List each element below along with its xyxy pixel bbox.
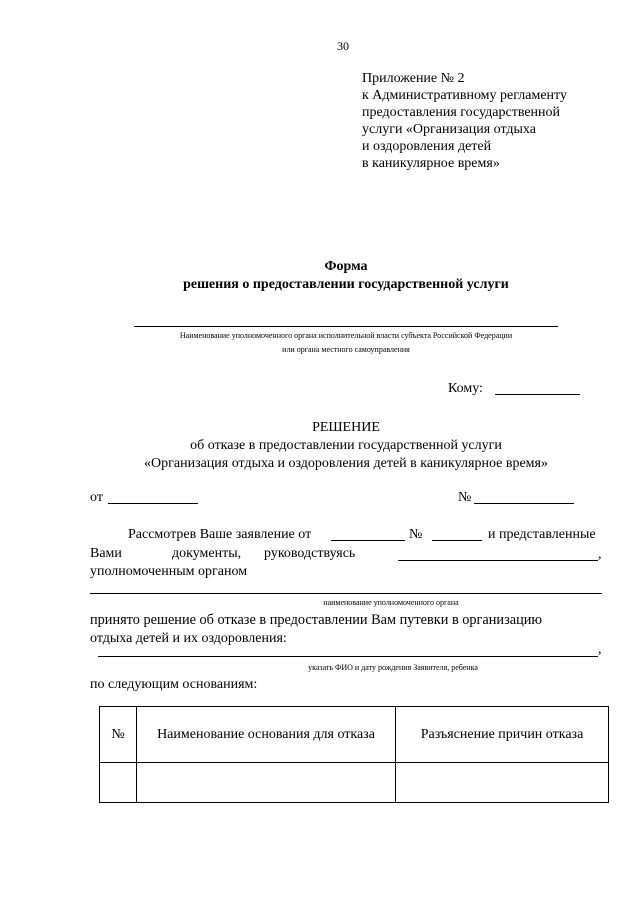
decision-title: РЕШЕНИЕ — [312, 420, 380, 435]
page-number: 30 — [337, 39, 349, 53]
number-sign: № — [409, 527, 423, 542]
table-cell[interactable] — [137, 763, 396, 803]
authority-caption: Наименование уполномоченного органа исполнительной власти субъекта Российской Федерации — [179, 331, 513, 340]
column-header-explanation: Разъяснение причин отказа — [396, 707, 609, 763]
annex-line: услуги «Организация отдыха — [362, 122, 536, 137]
annex-line: Приложение № 2 — [362, 71, 465, 86]
applicant-caption: указать ФИО и дату рождения Заявителя, ребенка — [308, 663, 478, 672]
applicant-line[interactable] — [98, 656, 598, 657]
to-field[interactable] — [495, 394, 580, 395]
annex-line: в каникулярное время» — [362, 156, 500, 171]
body-text: Вами — [90, 546, 122, 561]
form-title: Форма — [324, 259, 368, 274]
to-label: Кому: — [448, 381, 483, 396]
body-text: принято решение об отказе в предоставлении Вам путевки в организацию — [90, 612, 543, 628]
body-text: отдыха детей и их оздоровления: — [90, 631, 287, 646]
application-number-field[interactable] — [432, 540, 482, 541]
body-text: и представленные — [488, 527, 596, 542]
annex-line: к Административному регламенту — [362, 88, 567, 103]
form-subtitle: решения о предоставлении государственной услуги — [183, 277, 509, 292]
table-header-row — [100, 707, 609, 763]
comma: , — [598, 642, 602, 657]
authority-line — [134, 326, 558, 327]
authority-caption-2: или органа местного самоуправления — [282, 345, 410, 354]
refusal-reasons-table — [99, 706, 609, 803]
column-header-number: № — [100, 707, 137, 763]
body-text: Рассмотрев Ваше заявление от — [128, 527, 312, 542]
table-row — [100, 763, 609, 803]
comma: , — [598, 547, 602, 562]
decision-service-name: «Организация отдыха и оздоровления детей в каникулярное время» — [144, 456, 548, 471]
number-field[interactable] — [474, 503, 574, 504]
table-cell[interactable] — [396, 763, 609, 803]
from-label: от — [90, 490, 103, 505]
application-date-field[interactable] — [331, 540, 405, 541]
date-field[interactable] — [108, 503, 198, 504]
annex-line: и оздоровления детей — [362, 139, 492, 154]
authorized-body-caption: наименование уполномоченного органа — [323, 598, 459, 607]
legal-basis-field[interactable] — [398, 560, 598, 561]
table-cell[interactable] — [100, 763, 137, 803]
body-text: руководствуясь — [264, 546, 356, 561]
body-text: по следующим основаниям: — [90, 677, 258, 692]
authorized-body-line[interactable] — [90, 593, 602, 594]
column-header-reason: Наименование основания для отказа — [137, 707, 396, 763]
decision-subtitle: об отказе в предоставлении государственной услуги — [190, 438, 502, 453]
body-text: документы, — [172, 546, 242, 561]
annex-block — [362, 70, 567, 172]
body-text: уполномоченным органом — [90, 564, 248, 579]
annex-line: предоставления государственной — [362, 105, 561, 120]
number-label: № — [458, 490, 472, 505]
